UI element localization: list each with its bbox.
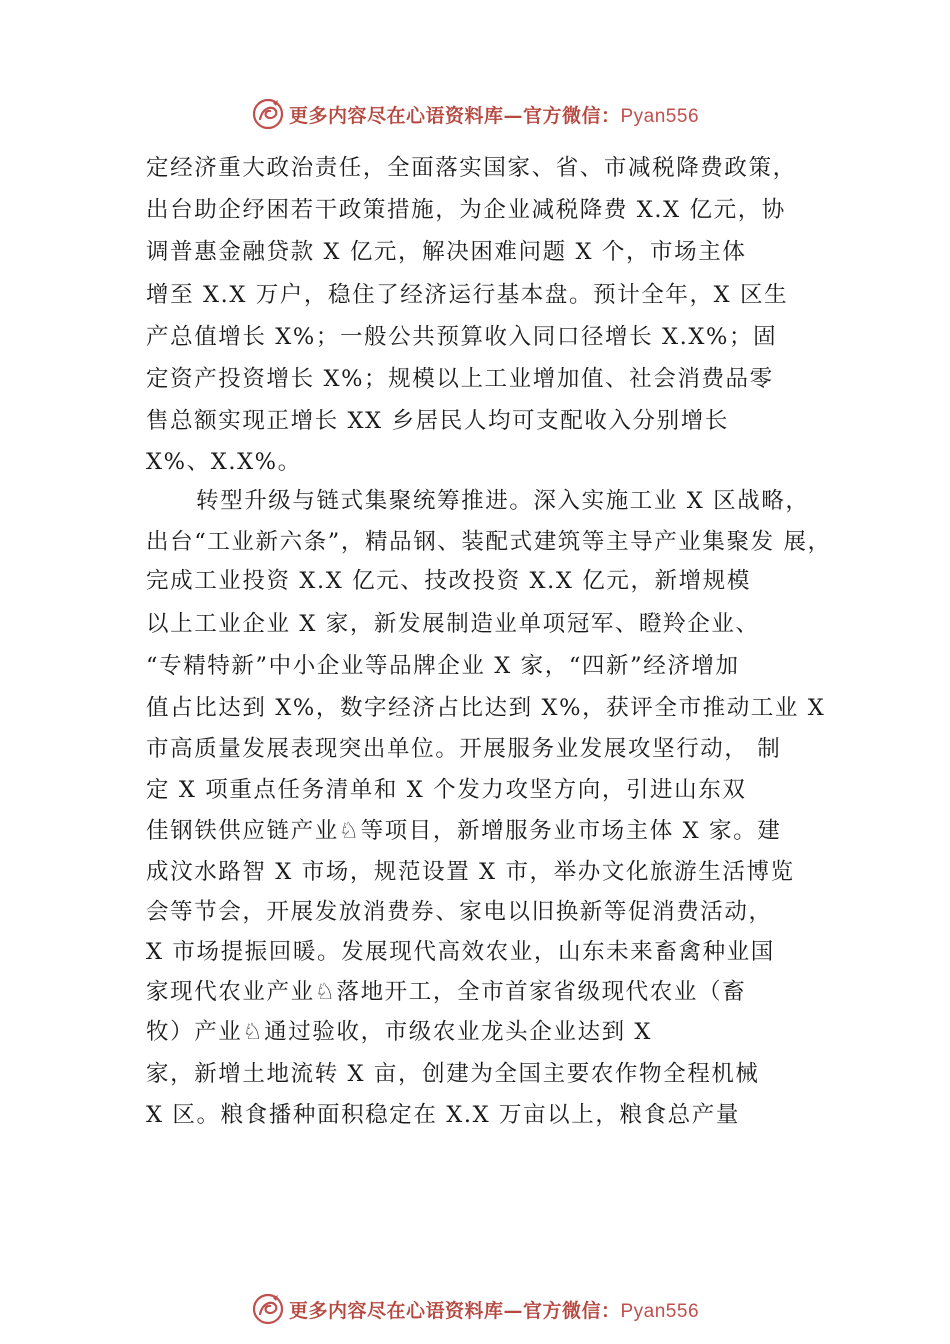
banner-wechat-id: Pyan556 — [620, 1300, 700, 1322]
banner-main-text: 更多内容尽在心语资料库—官方微信： — [288, 1299, 621, 1322]
body-line: “专精特新”中小企业等品牌企业 X 家，“四新”经济增加 — [146, 653, 740, 679]
body-line: 出台“工业新六条”，精品钢、装配式建筑等主导产业集聚发 展， — [146, 529, 832, 555]
swirl-logo-icon — [251, 1292, 285, 1326]
body-line: 值占比达到 X%，数字经济占比达到 X%，获评全市推动工业 X — [146, 695, 826, 721]
body-line: 家现代农业产业♘落地开工，全市首家省级现代农业（畜 — [146, 979, 747, 1005]
body-line: 定 X 项重点任务清单和 X 个发力攻坚方向，引进山东双 — [146, 777, 747, 803]
body-line: 牧）产业♘通过验收，市级农业龙头企业达到 X — [146, 1019, 653, 1045]
body-line: 售总额实现正增长 XX 乡居民人均可支配收入分别增长 — [146, 408, 729, 434]
footer-banner — [0, 1289, 950, 1329]
body-line: 会等节会，开展发放消费券、家电以旧换新等促消费活动， — [146, 899, 773, 925]
body-line: X 区。粮食播种面积稳定在 X.X 万亩以上，粮食总产量 — [146, 1102, 740, 1128]
body-line: 定经济重大政治责任，全面落实国家、省、市减税降费政策， — [146, 155, 797, 181]
body-line: 产总值增长 X%；一般公共预算收入同口径增长 X.X%；固 — [146, 324, 778, 350]
paragraph-start-line: 转型升级与链式集聚统筹推进。深入实施工业 X 区战略， — [196, 488, 810, 514]
banner-wechat-id: Pyan556 — [620, 105, 700, 127]
body-line: 完成工业投资 X.X 亿元、技改投资 X.X 亿元，新增规模 — [146, 568, 751, 594]
body-line: 出台助企纾困若干政策措施，为企业减税降费 X.X 亿元，协 — [146, 197, 786, 223]
banner-text — [289, 1296, 699, 1323]
body-line: 佳钢铁供应链产业♘等项目，新增服务业市场主体 X 家。建 — [146, 818, 782, 844]
body-line: 以上工业企业 X 家，新发展制造业单项冠军、瞪羚企业、 — [146, 611, 760, 637]
body-line: X%、X.X%。 — [146, 449, 302, 475]
body-line: 家，新增土地流转 X 亩，创建为全国主要农作物全程机械 — [146, 1061, 760, 1087]
body-line: 增至 X.X 万户，稳住了经济运行基本盘。预计全年，X 区生 — [146, 282, 789, 308]
banner-main-text: 更多内容尽在心语资料库—官方微信： — [288, 104, 621, 127]
body-line: 调普惠金融贷款 X 亿元，解决困难问题 X 个，市场主体 — [146, 239, 747, 265]
body-line: 市高质量发展表现突出单位。开展服务业发展攻坚行动， 制 — [146, 736, 782, 762]
body-line: 成汶水路智 X 市场，规范设置 X 市，举办文化旅游生活博览 — [146, 859, 795, 885]
body-line: 定资产投资增长 X%；规模以上工业增加值、社会消费品零 — [146, 366, 774, 392]
body-line: X 市场提振回暖。发展现代高效农业，山东未来畜禽种业国 — [146, 939, 775, 965]
